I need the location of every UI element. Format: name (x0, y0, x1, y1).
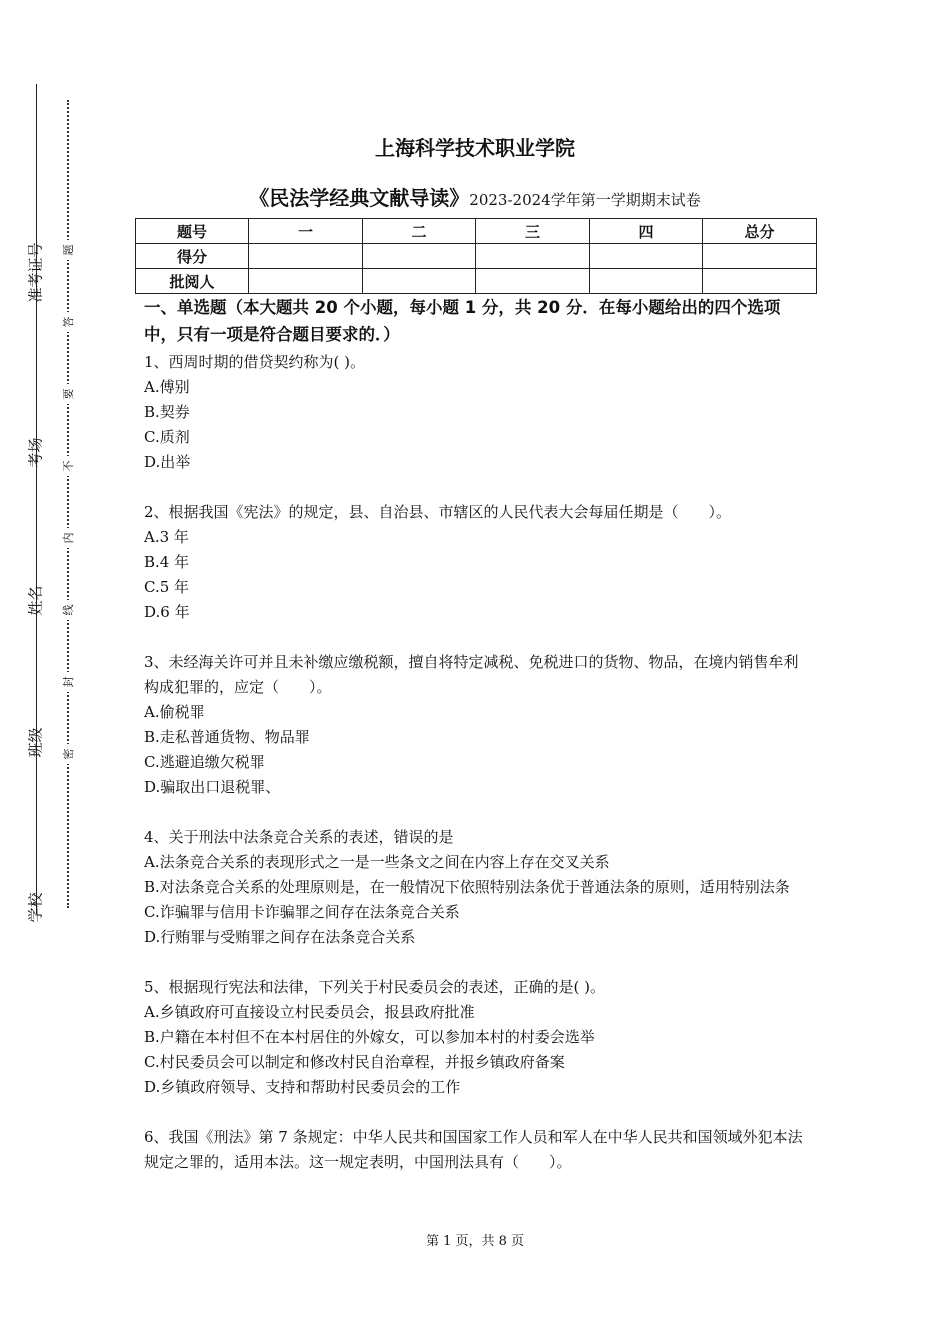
grader-input-cell[interactable] (476, 269, 590, 294)
option-b: B.契券 (144, 403, 190, 421)
option-a: A.乡镇政府可直接设立村民委员会，报县政府批准 (144, 1003, 475, 1021)
question-5 (144, 975, 809, 1100)
score-input-cell[interactable] (363, 244, 476, 269)
option-a: A.偷税罪 (144, 703, 205, 721)
seal-char: 要 (60, 384, 76, 404)
grader-input-cell[interactable] (249, 269, 363, 294)
exam-title (0, 182, 950, 211)
table-cell: 题号 (136, 219, 249, 244)
grader-input-cell[interactable] (703, 269, 817, 294)
table-cell: 二 (363, 219, 476, 244)
question-4 (144, 825, 809, 950)
seal-char: 答 (60, 312, 76, 332)
score-input-cell[interactable] (476, 244, 590, 269)
option-b: B.走私普通货物、物品罪 (144, 728, 310, 746)
table-cell: 得分 (136, 244, 249, 269)
table-cell: 三 (476, 219, 590, 244)
option-c: C.质剂 (144, 428, 190, 446)
score-input-cell[interactable] (249, 244, 363, 269)
option-b: B.4 年 (144, 553, 190, 571)
page-footer: 第 1 页，共 8 页 (425, 1234, 525, 1249)
option-b: B.对法条竞合关系的处理原则是，在一般情况下依照特别法条优于普通法条的原则，适用特别法条 (144, 878, 790, 896)
table-cell: 一 (249, 219, 363, 244)
binding-line-dotted (67, 100, 69, 908)
table-row (136, 219, 817, 244)
option-a: A.傅别 (144, 378, 190, 396)
grader-input-cell[interactable] (590, 269, 703, 294)
question-stem: 1、西周时期的借贷契约称为( )。 (144, 353, 366, 371)
option-c: C.诈骗罪与信用卡诈骗罪之间存在法条竞合关系 (144, 903, 460, 921)
question-1 (144, 350, 809, 475)
table-cell: 总分 (703, 219, 817, 244)
option-b: B.户籍在本村但不在本村居住的外嫁女，可以参加本村的村委会选举 (144, 1028, 595, 1046)
table-row (136, 269, 817, 294)
seal-char: 题 (60, 240, 76, 260)
seal-char: 线 (60, 600, 76, 620)
table-cell: 四 (590, 219, 703, 244)
question-stem: 4、关于刑法中法条竞合关系的表述，错误的是 (144, 828, 454, 846)
question-6 (144, 1125, 809, 1175)
option-a: A.法条竞合关系的表现形式之一是一些条文之间在内容上存在交叉关系 (144, 853, 610, 871)
exam-id-label: 准考证号 (26, 242, 45, 303)
question-stem: 3、未经海关许可并且未补缴应缴税额，擅自将特定减税、免税进口的货物、物品，在境内销售牟利构成犯罪的，应定（ ）。 (144, 653, 799, 696)
school-name: 上海科学技术职业学院 (375, 136, 575, 160)
option-c: C.逃避追缴欠税罪 (144, 753, 265, 771)
table-cell: 批阅人 (136, 269, 249, 294)
option-d: D.乡镇政府领导、支持和帮助村民委员会的工作 (144, 1078, 461, 1096)
option-c: C.村民委员会可以制定和修改村民自治章程，并报乡镇政府备案 (144, 1053, 565, 1071)
seal-char: 不 (60, 456, 76, 476)
question-2 (144, 500, 809, 625)
seal-char: 内 (60, 528, 76, 548)
exam-room-label: 考场 (26, 437, 45, 468)
score-input-cell[interactable] (590, 244, 703, 269)
question-stem: 5、根据现行宪法和法律，下列关于村民委员会的表述，正确的是( )。 (144, 978, 606, 996)
class-label: 班级 (26, 727, 45, 758)
section-heading: 一、单选题（本大题共 20 个小题，每小题 1 分，共 20 分．在每小题给出的四个选项中，只有一项是符合题目要求的．） (144, 298, 781, 344)
exam-content (144, 294, 809, 1200)
seal-char: 封 (60, 672, 76, 692)
name-label: 姓名 (26, 585, 45, 616)
school-label: 学校 (26, 892, 45, 923)
question-stem: 6、我国《刑法》第 7 条规定：中华人民共和国国家工作人员和军人在中华人民共和国领域外犯本法规定之罪的，适用本法。这一规定表明，中国刑法具有（ ）。 (144, 1128, 803, 1171)
table-row (136, 244, 817, 269)
option-d: D.6 年 (144, 603, 190, 621)
option-d: D.骗取出口退税罪、 (144, 778, 281, 796)
question-3 (144, 650, 809, 800)
score-input-cell[interactable] (703, 244, 817, 269)
option-c: C.5 年 (144, 578, 190, 596)
option-d: D.行贿罪与受贿罪之间存在法条竞合关系 (144, 928, 416, 946)
question-stem: 2、根据我国《宪法》的规定，县、自治县、市辖区的人民代表大会每届任期是（ ）。 (144, 503, 732, 521)
grader-input-cell[interactable] (363, 269, 476, 294)
course-name: 《民法学经典文献导读》 (249, 186, 470, 210)
score-table (135, 218, 817, 294)
option-a: A.3 年 (144, 528, 189, 546)
seal-char: 密 (60, 744, 76, 764)
exam-term: 2023-2024学年第一学期期末试卷 (469, 191, 701, 209)
option-d: D.出举 (144, 453, 191, 471)
